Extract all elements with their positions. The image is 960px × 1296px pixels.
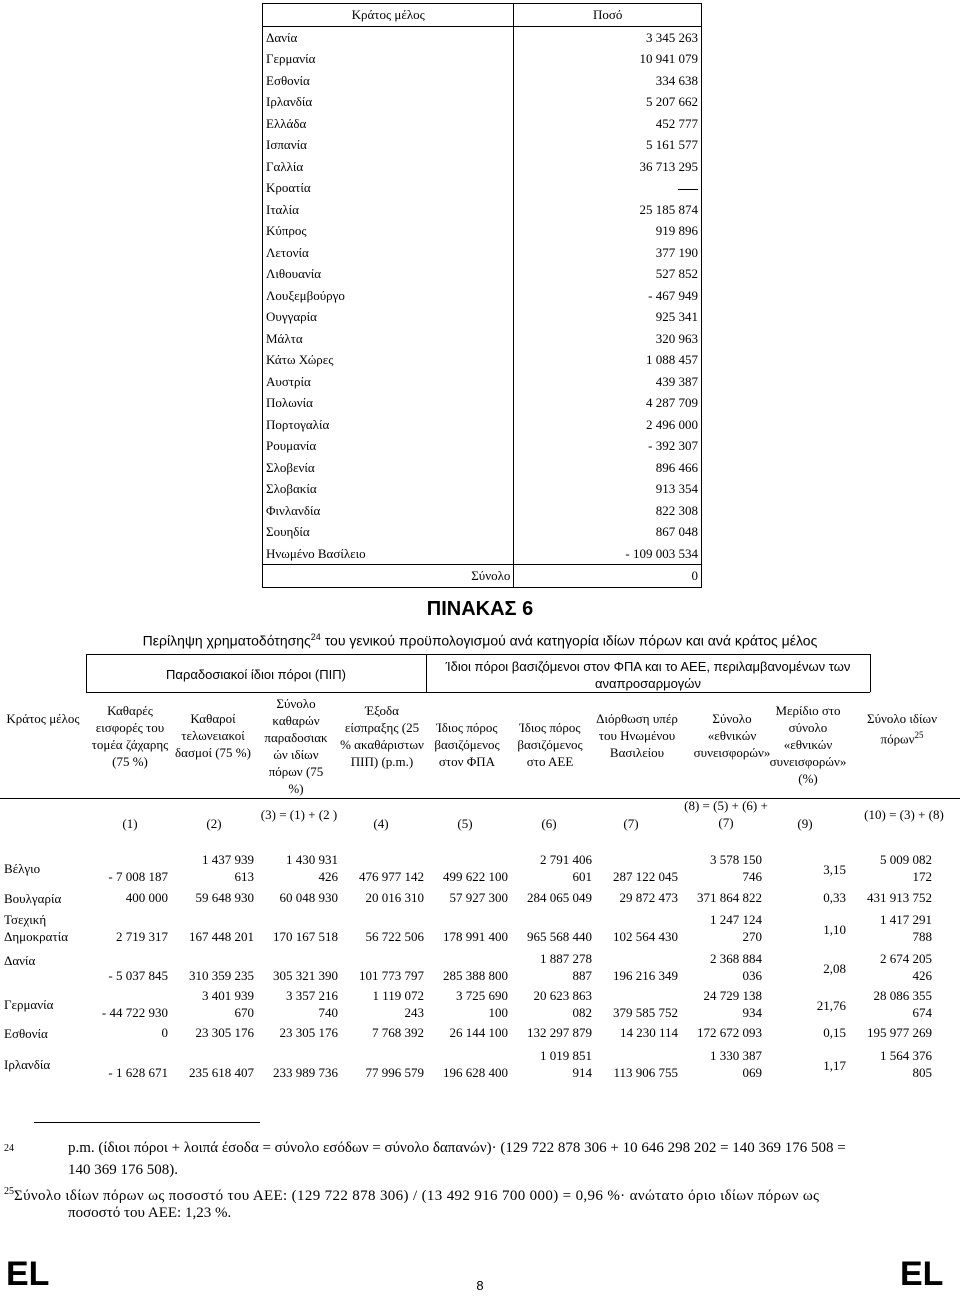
member-state-amount: 452 777 — [655, 115, 698, 131]
member-state-amount: - 109 003 534 — [625, 545, 698, 561]
cell-v8-line2: 934 — [742, 1005, 762, 1020]
cell-v6-line1: 20 623 863 — [533, 988, 592, 1003]
member-state-amount: 896 466 — [655, 459, 698, 475]
top-table-row — [263, 457, 702, 479]
cell-v8-line1: 1 247 124 — [710, 912, 762, 927]
cell-v3: 60 048 930 — [279, 890, 338, 905]
member-state-name: Γαλλία — [263, 156, 514, 178]
top-table-row — [263, 199, 702, 221]
cell-v9: 21,76 — [816, 998, 846, 1013]
row-country: Δημοκρατία — [4, 929, 69, 944]
member-state-amount: 320 963 — [655, 330, 698, 346]
top-table-row — [263, 349, 702, 371]
rule — [426, 654, 427, 692]
top-table-row — [263, 113, 702, 135]
member-state-amount: 334 638 — [655, 72, 698, 88]
col-header-total-own-resources — [850, 710, 954, 747]
cell-v3: 170 167 518 — [273, 929, 338, 944]
num-10: (10) = (3) + (8) — [864, 807, 944, 822]
group-traditional-own-resources: Παραδοσιακοί ίδιοι πόροι (ΠΙΠ) — [166, 667, 346, 682]
top-table-row — [263, 478, 702, 500]
num-5: (5) — [457, 816, 473, 831]
top-table-header — [263, 4, 702, 27]
member-state-amount: 3 345 263 — [646, 29, 698, 45]
member-state-name: Πολωνία — [263, 392, 514, 414]
cell-v4: 56 722 506 — [365, 929, 424, 944]
cell-v5-line1: 3 725 690 — [456, 988, 508, 1003]
top-table-row — [263, 220, 702, 242]
cell-v8: 371 864 822 — [697, 890, 762, 905]
cell-v5: 285 388 800 — [443, 968, 508, 983]
cell-v6-line2: 601 — [572, 869, 592, 884]
top-table-row — [263, 521, 702, 543]
cell-v9: 3,15 — [823, 862, 846, 877]
cell-v3-line2: 740 — [318, 1005, 338, 1020]
cell-v4: 101 773 797 — [359, 968, 424, 983]
member-state-name: Λετονία — [263, 242, 514, 264]
member-state-amount: - 467 949 — [648, 287, 698, 303]
table6-title: ΠΙΝΑΚΑΣ 6 — [426, 598, 534, 620]
member-state-name: Εσθονία — [263, 70, 514, 92]
member-state-name: Λουξεμβούργο — [263, 285, 514, 307]
top-table-row — [263, 328, 702, 350]
member-state-name: Ελλάδα — [263, 113, 514, 135]
cell-v10-line2: 172 — [912, 869, 932, 884]
cell-v1: - 44 722 930 — [101, 1005, 168, 1020]
top-table-row — [263, 156, 702, 178]
top-table-row — [263, 392, 702, 414]
cell-v2-line1: 3 401 939 — [202, 988, 254, 1003]
member-state-name: Ρουμανία — [263, 435, 514, 457]
top-table-row — [263, 91, 702, 113]
col-header-vat: Ίδιος πόρος βασιζόμενος στον ΦΠΑ — [434, 720, 500, 769]
col-header-member-state: Κράτος μέλος — [6, 711, 80, 726]
col-header-gni: Ίδιος πόρος βασιζόμενος στο ΑΕΕ — [517, 720, 583, 769]
cell-v1: - 1 628 671 — [108, 1065, 168, 1080]
member-state-amount: 527 852 — [655, 266, 698, 281]
cell-v6-line2: 082 — [572, 1005, 592, 1020]
no-value-dash — [678, 189, 698, 190]
cell-v5: 178 991 400 — [443, 929, 508, 944]
footnote-ref-25: 25 — [914, 730, 924, 740]
cell-v9: 1,17 — [823, 1058, 846, 1073]
cell-v10-line1: 1 564 376 — [880, 1048, 932, 1063]
cell-v4: 7 768 392 — [372, 1025, 424, 1040]
subtitle-text: Περίληψη χρηματοδότησης — [142, 632, 311, 649]
member-state-name: Κάτω Χώρες — [263, 349, 514, 371]
cell-v6-line1: 2 791 406 — [540, 852, 592, 867]
member-state-name: Ηνωμένο Βασίλειο — [263, 543, 514, 565]
cell-v10-line1: 28 086 355 — [873, 988, 932, 1003]
row-country: Δανία — [4, 953, 36, 968]
footnote-24-line2: 140 369 176 508). — [68, 1162, 178, 1178]
top-table-row — [263, 500, 702, 522]
member-state-name: Σλοβακία — [263, 478, 514, 500]
cell-v2-line2: 670 — [234, 1005, 254, 1020]
cell-v10-line1: 2 674 205 — [880, 951, 932, 966]
footnote-24-line1: p.m. (ίδιοι πόροι + λοιπά έσοδα = σύνολο εσόδων = σύνολο δαπανών)· (129 722 878 306 + 10 646 298 202 = 140 369 176 508 = — [68, 1140, 846, 1156]
member-state-name: Ιταλία — [263, 199, 514, 221]
cell-v2: 235 618 407 — [189, 1065, 254, 1080]
cell-v8-line1: 24 729 138 — [703, 988, 762, 1003]
cell-v9: 0,15 — [823, 1025, 846, 1040]
page-number: 8 — [476, 1278, 484, 1293]
rule — [86, 654, 870, 655]
cell-v8-line1: 2 368 884 — [710, 951, 762, 966]
cell-v9: 0,33 — [823, 890, 846, 905]
member-state-amount: 2 496 000 — [646, 416, 698, 432]
cell-v6-line2: 887 — [572, 968, 592, 983]
top-table-row — [263, 134, 702, 156]
member-state-amount: 10 941 079 — [639, 51, 698, 66]
total-value: 0 — [514, 565, 702, 588]
cell-v10-line2: 426 — [912, 968, 932, 983]
rule — [870, 654, 871, 692]
col-header-sugar: Καθαρές εισφορές του τομέα ζάχαρης (75 %) — [91, 703, 169, 769]
row-country: Ιρλανδία — [4, 1057, 51, 1072]
member-state-name: Σλοβενία — [263, 457, 514, 479]
footnote-25 — [4, 1182, 819, 1206]
cell-v10-line1: 5 009 082 — [880, 852, 932, 867]
subtitle-text-rest: του γενικού προϋπολογισμού ανά κατηγορία ιδίων πόρων και ανά κράτος μέλος — [320, 632, 818, 649]
cell-v4: 20 016 310 — [365, 890, 424, 905]
cell-v1: 0 — [161, 1025, 168, 1040]
cell-v10-line2: 805 — [912, 1065, 932, 1080]
row-country: Γερμανία — [4, 997, 54, 1012]
cell-v6: 132 297 879 — [527, 1025, 592, 1040]
member-state-amount: 4 287 709 — [646, 395, 698, 410]
member-state-name: Σουηδία — [263, 521, 514, 543]
cell-v10-line2: 788 — [912, 929, 932, 944]
col-header-uk-correction: Διόρθωση υπέρ του Ηνωμένου Βασιλείου — [596, 711, 678, 760]
member-state-name: Ουγγαρία — [263, 306, 514, 328]
member-state-amount: 919 896 — [655, 223, 698, 238]
top-table-row — [263, 26, 702, 48]
cell-v2-line1: 1 437 939 — [202, 852, 254, 867]
top-table-row — [263, 371, 702, 393]
member-state-amount: 1 088 457 — [646, 352, 698, 367]
cell-v9: 1,10 — [823, 922, 846, 937]
rule — [86, 692, 870, 693]
cell-v8-line1: 3 578 150 — [710, 852, 762, 867]
top-table-row — [263, 306, 702, 328]
row-country: Εσθονία — [4, 1026, 48, 1041]
member-state-name: Πορτογαλία — [263, 414, 514, 436]
cell-v8-line2: 036 — [742, 968, 762, 983]
cell-v7: 102 564 430 — [613, 929, 678, 944]
row-country: Βουλγαρία — [4, 891, 62, 906]
col-header-total-own-resources-text: Σύνολο ιδίων πόρων — [867, 711, 937, 747]
cell-v7: 379 585 752 — [613, 1005, 678, 1020]
footnote-25-line2: ποσοστό του ΑΕΕ: 1,23 %. — [68, 1205, 232, 1221]
cell-v3-line1: 3 357 216 — [286, 988, 338, 1003]
cell-v10-line2: 674 — [912, 1005, 932, 1020]
group-vat-gni-line2: αναπροσαρμογών — [595, 676, 701, 691]
cell-v10: 431 913 752 — [867, 890, 932, 905]
member-state-name: Κροατία — [263, 177, 514, 199]
member-state-name: Ιρλανδία — [263, 91, 514, 113]
cell-v2-line2: 613 — [234, 869, 254, 884]
cell-v6-line1: 1 887 278 — [540, 951, 592, 966]
top-table-row — [263, 414, 702, 436]
cell-v10-line1: 1 417 291 — [880, 912, 932, 927]
top-table-row — [263, 263, 702, 285]
row-country: Βέλγιο — [4, 861, 41, 876]
footnote-ref-24: 24 — [310, 632, 321, 642]
member-state-name: Ισπανία — [263, 134, 514, 156]
num-9: (9) — [797, 816, 813, 831]
language-code-left: EL — [6, 1255, 50, 1293]
member-state-amount: 25 185 874 — [639, 201, 698, 217]
cell-v6-line1: 1 019 851 — [540, 1048, 592, 1063]
member-state-amount: 5 161 577 — [646, 137, 698, 152]
footnote-24-number: 24 — [4, 1143, 14, 1154]
cell-v1: 2 719 317 — [116, 929, 168, 944]
cell-v6: 965 568 440 — [527, 929, 592, 944]
table6-subtitle — [0, 632, 960, 649]
cell-v8-line1: 1 330 387 — [710, 1048, 762, 1063]
footnote-25-number: 25 — [4, 1186, 14, 1197]
num-2: (2) — [206, 816, 222, 831]
cell-v6-line2: 914 — [572, 1065, 592, 1080]
cell-v9: 2,08 — [823, 961, 846, 976]
cell-v5-line2: 100 — [488, 1005, 508, 1020]
member-state-name: Μάλτα — [263, 328, 514, 350]
member-state-amount — [514, 177, 702, 199]
member-state-name: Λιθουανία — [263, 263, 514, 285]
cell-v3: 23 305 176 — [279, 1025, 338, 1040]
cell-v8: 172 672 093 — [697, 1025, 762, 1040]
member-state-name: Φινλανδία — [263, 500, 514, 522]
row-country: Τσεχική — [4, 912, 47, 927]
member-state-amount: 822 308 — [655, 502, 698, 518]
col-header-total-tor: Σύνολο καθαρών παραδοσιακ ών ιδίων πόρων (75 %) — [264, 696, 328, 796]
num-3: (3) = (1) + (2 ) — [260, 807, 338, 822]
member-state-name: Αυστρία — [263, 371, 514, 393]
cell-v8-line2: 069 — [742, 1065, 762, 1080]
cell-v7: 196 216 349 — [613, 968, 678, 983]
col-header-collection-costs: Έξοδα είσπραξης (25 % ακαθάριστων ΠΙΠ) (p.m.) — [340, 703, 424, 769]
member-state-amount: 867 048 — [655, 524, 698, 539]
num-8: (8) = (5) + (6) + (7) — [684, 798, 768, 830]
cell-v8-line2: 746 — [742, 869, 762, 884]
member-state-amount: 913 354 — [655, 481, 698, 496]
cell-v6: 284 065 049 — [527, 890, 592, 905]
cell-v5: 57 927 300 — [449, 890, 508, 905]
top-table-row — [263, 285, 702, 307]
cell-v10: 195 977 269 — [867, 1025, 932, 1040]
member-state-name: Δανία — [263, 26, 514, 48]
language-code-right: EL — [900, 1255, 944, 1293]
top-table-total-row — [263, 565, 702, 588]
member-state-amount: 439 387 — [655, 373, 698, 389]
cell-v7: 14 230 114 — [619, 1025, 678, 1040]
top-table-row — [263, 177, 702, 199]
footnote-25-line1: Σύνολο ιδίων πόρων ως ποσοστό του ΑΕΕ: (129 722 878 306) / (13 492 916 700 000) = 0,96 %· ανώτατο όριο ιδίων πόρων ως — [14, 1188, 820, 1204]
top-table-row — [263, 48, 702, 70]
cell-v5: 196 628 400 — [443, 1065, 508, 1080]
cell-v3-line1: 1 430 931 — [286, 852, 338, 867]
cell-v4-line2: 243 — [404, 1005, 424, 1020]
cell-v3: 233 989 736 — [273, 1065, 338, 1080]
member-state-name: Γερμανία — [263, 48, 514, 70]
cell-v4-line1: 1 119 072 — [372, 988, 424, 1003]
top-table-row — [263, 242, 702, 264]
member-state-amount: 925 341 — [655, 309, 698, 324]
cell-v1: - 5 037 845 — [108, 968, 168, 983]
cell-v7: 287 122 045 — [613, 869, 678, 884]
num-1: (1) — [122, 816, 138, 831]
cell-v1: 400 000 — [125, 890, 168, 905]
top-table-row — [263, 435, 702, 457]
top-amount-table — [262, 3, 702, 588]
cell-v1: - 7 008 187 — [108, 869, 168, 884]
rule — [86, 654, 87, 692]
cell-v7: 113 906 755 — [613, 1065, 678, 1080]
num-7: (7) — [623, 816, 639, 831]
num-4: (4) — [373, 816, 389, 831]
footnote-24 — [4, 1139, 846, 1163]
cell-v7: 29 872 473 — [619, 890, 678, 905]
total-label: Σύνολο — [263, 565, 514, 588]
cell-v8-line2: 270 — [742, 929, 762, 944]
footnote-rule — [34, 1122, 260, 1123]
member-state-amount: 377 190 — [655, 244, 698, 260]
cell-v4: 476 977 142 — [359, 869, 424, 884]
member-state-name: Κύπρος — [263, 220, 514, 242]
col-header-customs: Καθαροί τελωνειακοί δασμοί (75 %) — [175, 711, 251, 760]
cell-v4: 77 996 579 — [365, 1065, 424, 1080]
member-state-amount: 36 713 295 — [639, 158, 698, 174]
cell-v2: 167 448 201 — [189, 929, 254, 944]
group-vat-gni-line1: Ίδιοι πόροι βασιζόμενοι στον ΦΠΑ και το ΑΕΕ, περιλαμβανομένων των — [445, 659, 851, 674]
rule — [0, 798, 960, 799]
cell-v5: 26 144 100 — [449, 1025, 508, 1040]
member-state-amount: - 392 307 — [648, 438, 698, 453]
cell-v5: 499 622 100 — [443, 869, 508, 884]
cell-v2: 59 648 930 — [195, 890, 254, 905]
num-6: (6) — [541, 816, 557, 831]
cell-v3: 305 321 390 — [273, 968, 338, 983]
header-member-state: Κράτος μέλος — [263, 4, 514, 27]
cell-v2: 23 305 176 — [195, 1025, 254, 1040]
header-amount: Ποσό — [514, 4, 702, 27]
top-table-row — [263, 70, 702, 92]
member-state-amount: 5 207 662 — [646, 94, 698, 109]
col-header-national-contributions: Σύνολο «εθνικών συνεισφορών» — [693, 711, 771, 760]
cell-v2: 310 359 235 — [189, 968, 254, 983]
top-table-row — [263, 543, 702, 565]
col-header-share: Μερίδιο στο σύνολο «εθνικών συνεισφορών» (%) — [769, 703, 847, 786]
cell-v3-line2: 426 — [318, 869, 338, 884]
